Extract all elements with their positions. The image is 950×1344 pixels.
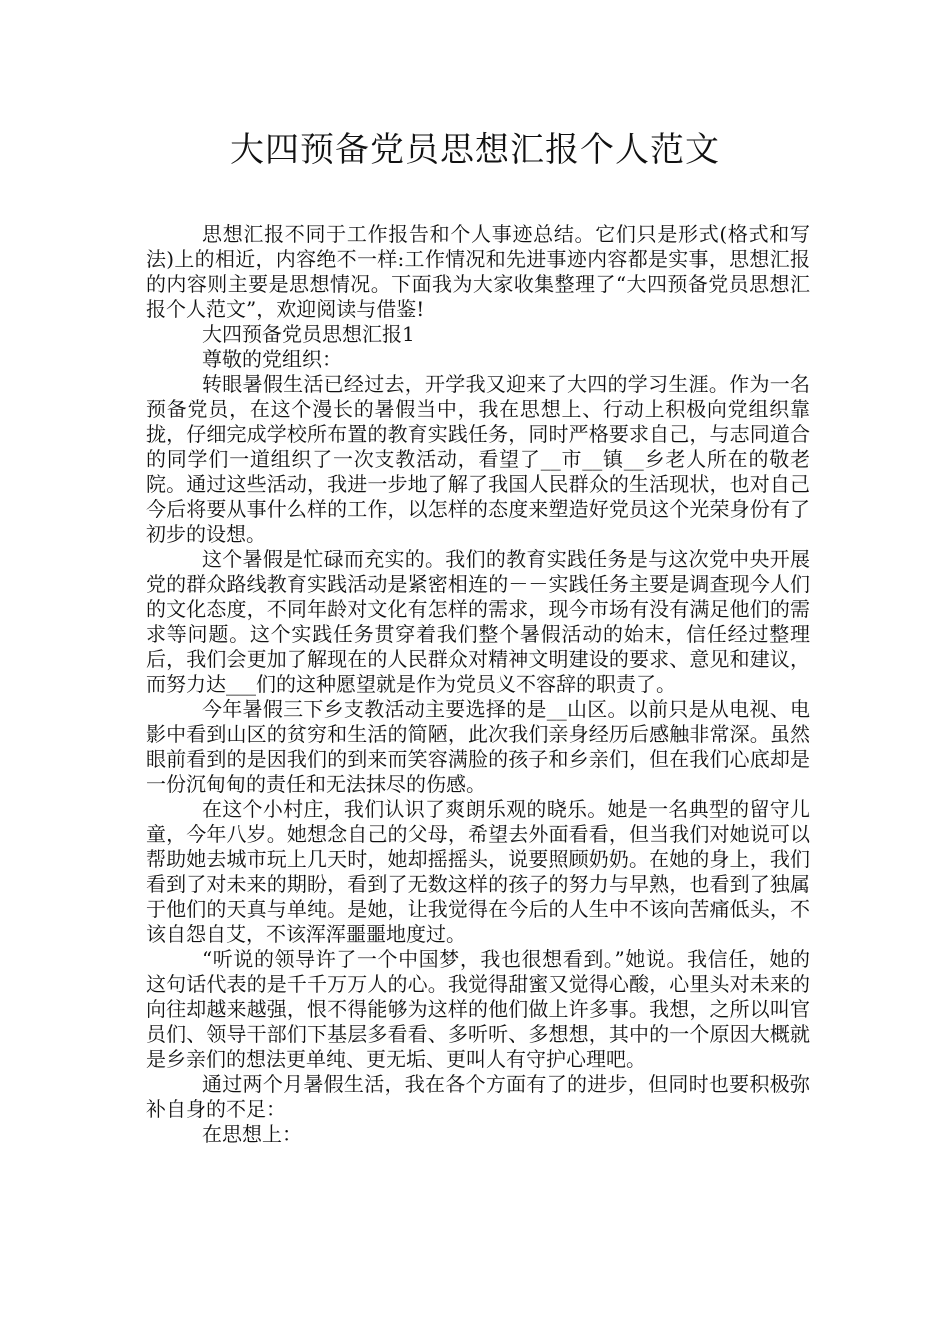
body-paragraph: 通过两个月暑假生活，我在各个方面有了的进步，但同时也要积极弥补自身的不足： [146, 1072, 810, 1121]
intro-paragraph: 思想汇报不同于工作报告和个人事迹总结。它们只是形式(格式和写法)上的相近，内容绝不一样:工作情况和先进事迹内容都是实事，思想汇报的内容则主要是思想情况。下面我为大家收集整理了“大四预备党员思想汇报个人范文”，欢迎阅读与借鉴! [146, 222, 810, 321]
body-paragraph: 在这个小村庄，我们认识了爽朗乐观的晓乐。她是一名典型的留守儿童，今年八岁。她想念自己的父母，希望去外面看看，但当我们对她说可以帮助她去城市玩上几天时，她却摇摇头，说要照顾奶奶。在她的身上，我们看到了对未来的期盼，看到了无数这样的孩子的努力与早熟，也看到了独属于他们的天真与单纯。是她，让我觉得在今后的人生中不该向苦痛低头，不该自怨自艾，不该浑浑噩噩地度过。 [146, 797, 810, 946]
section-heading: 大四预备党员思想汇报1 [202, 322, 415, 346]
body-paragraph: 在思想上： [202, 1122, 302, 1146]
body-paragraph: 今年暑假三下乡支教活动主要选择的是__山区。以前只是从电视、电影中看到山区的贫穷和生活的简陋，此次我们亲身经历后感触非常深。虽然眼前看到的是因我们的到来而笑容满脸的孩子和乡亲们，但在我们心底却是一份沉甸甸的责任和无法抹尽的伤感。 [146, 697, 810, 796]
body-paragraph: 转眼暑假生活已经过去，开学我又迎来了大四的学习生涯。作为一名预备党员，在这个漫长的暑假当中，我在思想上、行动上积极向党组织靠拢，仔细完成学校所布置的教育实践任务，同时严格要求自己，与志同道合的同学们一道组织了一次支教活动，看望了__市__镇__乡老人所在的敬老院。通过这些活动，我进一步地了解了我国人民群众的生活现状，也对自己今后将要从事什么样的工作，以怎样的态度来塑造好党员这个光荣身份有了初步的设想。 [146, 372, 810, 546]
salutation: 尊敬的党组织： [202, 347, 342, 371]
body-paragraph: “听说的领导许了一个中国梦，我也很想看到。”她说。我信任，她的这句话代表的是千千万万人的心。我觉得甜蜜又觉得心酸，心里头对未来的向往却越来越强，恨不得能够为这样的他们做上许多事。我想，之所以叫官员们、领导干部们下基层多看看、多听听、多想想，其中的一个原因大概就是乡亲们的想法更单纯、更无垢、更叫人有守护心理吧。 [146, 947, 810, 1071]
body-paragraph: 这个暑假是忙碌而充实的。我们的教育实践任务是与这次党中央开展党的群众路线教育实践活动是紧密相连的－－实践任务主要是调查现今人们的文化态度，不同年龄对文化有怎样的需求，现今市场有没有满足他们的需求等问题。这个实践任务贯穿着我们整个暑假活动的始末，信任经过整理后，我们会更加了解现在的人民群众对精神文明建设的要求、意见和建议，而努力达___们的这种愿望就是作为党员义不容辞的职责了。 [146, 547, 810, 696]
document-title: 大四预备党员思想汇报个人范文 [230, 130, 720, 170]
document-body [146, 222, 810, 1147]
